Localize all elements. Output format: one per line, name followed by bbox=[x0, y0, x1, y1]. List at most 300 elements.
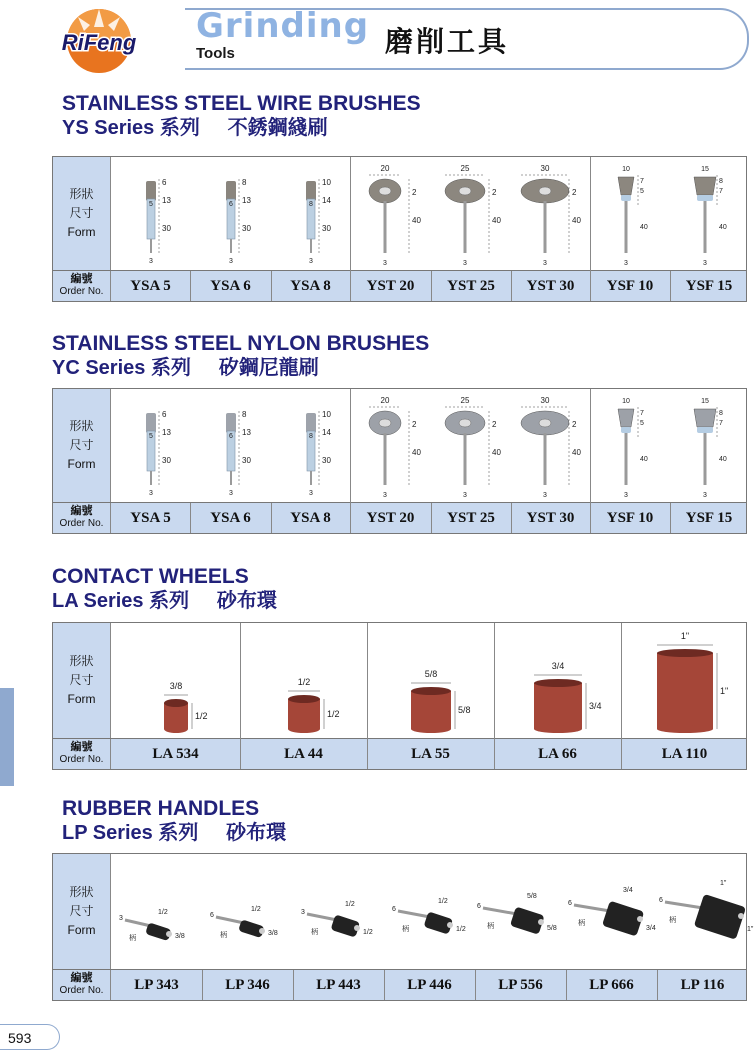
handle-shank bbox=[398, 911, 430, 917]
code-divider bbox=[475, 970, 476, 1000]
diameter-label: 20 bbox=[380, 164, 389, 173]
section-title-nylon: STAINLESS STEEL NYLON BRUSHES YC Series 系列 矽鋼尼龍刷 bbox=[52, 332, 430, 379]
handle-shank bbox=[483, 908, 517, 914]
dimension-label: 40 bbox=[640, 224, 648, 231]
code-divider bbox=[202, 970, 203, 1000]
shank-label: 3 bbox=[301, 909, 305, 916]
dimension-label: 40 bbox=[571, 448, 581, 457]
dimension-label: 7 bbox=[640, 410, 644, 417]
cup-brush-icon bbox=[206, 171, 266, 271]
wheel-hub bbox=[379, 187, 391, 195]
sanding-band-icon bbox=[386, 629, 486, 741]
code-divider bbox=[367, 739, 368, 769]
code-divider bbox=[384, 970, 385, 1000]
rubber-handle-icon bbox=[119, 870, 209, 966]
handle-shank bbox=[307, 914, 337, 920]
order-number-label bbox=[53, 970, 111, 1000]
dimension-label: 8 bbox=[719, 410, 723, 417]
shank-char: 柄 bbox=[578, 920, 585, 927]
code-divider bbox=[590, 271, 591, 301]
handle-shank bbox=[574, 905, 610, 911]
diameter-label: 1/2 bbox=[251, 906, 261, 913]
band-bottom bbox=[534, 725, 582, 733]
dimension-label: 40 bbox=[492, 216, 501, 225]
dimension-label: 30 bbox=[321, 224, 331, 233]
nylon-brushes-table bbox=[52, 388, 747, 534]
group-divider bbox=[367, 623, 368, 741]
band-bottom bbox=[657, 725, 713, 733]
rifeng-logo bbox=[48, 5, 150, 73]
order-code: LP 443 bbox=[316, 977, 361, 993]
end-brush-icon bbox=[602, 393, 666, 501]
code-divider bbox=[590, 503, 591, 533]
order-code: LA 110 bbox=[661, 746, 708, 762]
shank-label: 3 bbox=[463, 260, 467, 267]
height-label: 3/4 bbox=[588, 701, 602, 711]
order-code: YST 20 bbox=[366, 278, 415, 294]
dimension-label: 30 bbox=[161, 456, 171, 465]
dimension-label: 7 bbox=[719, 188, 723, 195]
form-label-shape: 形狀 bbox=[69, 187, 94, 201]
drum-screw bbox=[166, 931, 172, 937]
order-code: LP 666 bbox=[589, 977, 634, 993]
dimension-label: 5 bbox=[640, 420, 644, 427]
height-label: 1" bbox=[719, 686, 728, 696]
bristle-cup bbox=[618, 409, 634, 427]
shank-char: 柄 bbox=[220, 932, 227, 939]
order-number-label bbox=[53, 503, 111, 533]
code-divider bbox=[240, 739, 241, 769]
order-code: YSF 10 bbox=[606, 278, 654, 294]
order-code: LP 446 bbox=[407, 977, 452, 993]
handle-shank bbox=[125, 920, 151, 926]
brush-shank bbox=[464, 201, 467, 253]
form-label-form: Form bbox=[67, 692, 96, 706]
order-label-en: Order No. bbox=[59, 286, 104, 297]
dimension-label: 40 bbox=[571, 216, 581, 225]
diameter-label: 5 bbox=[148, 201, 153, 208]
shank-char: 柄 bbox=[487, 923, 494, 930]
bristle-cup bbox=[694, 177, 716, 195]
handle-shank bbox=[665, 902, 703, 908]
diameter-label: 3/8 bbox=[169, 681, 182, 691]
order-label-cn: 編號 bbox=[70, 505, 93, 517]
dimension-label: 30 bbox=[161, 224, 171, 233]
brush-shank bbox=[230, 239, 232, 253]
diameter-label: 10 bbox=[622, 398, 630, 405]
shank-label: 3 bbox=[463, 492, 467, 499]
band-top bbox=[657, 649, 713, 657]
brush-shank bbox=[543, 201, 546, 253]
code-divider bbox=[431, 271, 432, 301]
shank-label: 3 bbox=[308, 490, 313, 497]
wheel-brush-icon bbox=[509, 393, 593, 501]
shank-char: 柄 bbox=[669, 917, 676, 924]
cup-brush-icon bbox=[206, 403, 266, 503]
order-code: YST 20 bbox=[366, 510, 415, 526]
order-label-en: Order No. bbox=[59, 985, 104, 996]
form-label bbox=[53, 854, 111, 972]
drum-screw bbox=[259, 928, 265, 934]
form-label-size: 尺寸 bbox=[69, 904, 94, 918]
form-label-shape: 形狀 bbox=[69, 419, 94, 433]
shank-label: 3 bbox=[308, 258, 313, 265]
bristle-tuft bbox=[226, 413, 236, 433]
shank-label: 3 bbox=[624, 492, 628, 499]
brush-shank bbox=[543, 433, 546, 485]
brush-shank bbox=[150, 471, 152, 485]
page-title-cn: 磨削工具 bbox=[385, 26, 510, 57]
height-label: 1" bbox=[747, 926, 754, 933]
bristle-tuft bbox=[146, 413, 156, 433]
form-label-form: Form bbox=[67, 923, 96, 937]
shank-label: 3 bbox=[624, 260, 628, 267]
drum-screw bbox=[447, 922, 453, 928]
dimension-label: 2 bbox=[571, 420, 576, 429]
brush-shank bbox=[625, 201, 628, 253]
diameter-label: 15 bbox=[701, 166, 709, 173]
wheel-brush-icon bbox=[429, 393, 513, 501]
height-label: 5/8 bbox=[547, 925, 557, 932]
order-code: YSF 10 bbox=[606, 510, 654, 526]
order-code: YSA 5 bbox=[130, 510, 171, 526]
wheel-brush-icon bbox=[349, 393, 433, 501]
code-divider bbox=[431, 503, 432, 533]
form-label-size: 尺寸 bbox=[69, 206, 94, 220]
bristle-tuft bbox=[306, 181, 316, 201]
code-divider bbox=[494, 739, 495, 769]
order-label-en: Order No. bbox=[59, 518, 104, 529]
order-code: LA 44 bbox=[284, 746, 323, 762]
form-label-shape: 形狀 bbox=[69, 654, 94, 668]
diameter-label: 1" bbox=[680, 631, 689, 641]
order-number-row bbox=[53, 969, 746, 1000]
group-divider bbox=[240, 623, 241, 741]
order-code: YSA 5 bbox=[130, 278, 171, 294]
group-divider bbox=[494, 623, 495, 741]
brush-shank bbox=[230, 471, 232, 485]
rubber-handle-icon bbox=[301, 870, 391, 966]
brush-shank bbox=[310, 471, 312, 485]
shank-label: 3 bbox=[703, 492, 707, 499]
bristle-cup bbox=[694, 409, 716, 427]
diameter-label: 10 bbox=[622, 166, 630, 173]
form-label-shape: 形狀 bbox=[69, 885, 94, 899]
order-code: YSA 8 bbox=[290, 278, 331, 294]
page-number: 593 bbox=[0, 1024, 60, 1050]
cup-holder bbox=[697, 427, 713, 433]
code-divider bbox=[293, 970, 294, 1000]
shank-label: 6 bbox=[392, 906, 396, 913]
wheel-hub bbox=[539, 419, 551, 427]
dimension-label: 40 bbox=[411, 448, 421, 457]
rubber-handle-icon bbox=[568, 870, 658, 966]
wire-brushes-table bbox=[52, 156, 747, 302]
end-brush-icon bbox=[681, 161, 745, 269]
shank-label: 3 bbox=[542, 492, 547, 499]
order-label-cn: 編號 bbox=[70, 972, 93, 984]
height-label: 3/4 bbox=[646, 925, 656, 932]
shank-char: 柄 bbox=[311, 929, 318, 936]
order-code: YST 25 bbox=[447, 510, 495, 526]
shank-label: 3 bbox=[148, 258, 153, 265]
shank-label: 3 bbox=[382, 492, 387, 499]
height-label: 1/2 bbox=[363, 929, 373, 936]
order-number-row bbox=[53, 502, 746, 533]
height-label: 5/8 bbox=[457, 705, 471, 715]
order-number-label bbox=[53, 739, 111, 769]
band-top bbox=[411, 687, 451, 695]
page-title: Grinding bbox=[196, 6, 370, 46]
wheel-brush-icon bbox=[429, 161, 513, 269]
code-divider bbox=[657, 970, 658, 1000]
form-label-size: 尺寸 bbox=[69, 673, 94, 687]
height-label: 1/2 bbox=[456, 926, 466, 933]
order-code: YST 25 bbox=[447, 278, 495, 294]
dimension-label: 5 bbox=[640, 188, 644, 195]
brush-shank bbox=[383, 433, 386, 485]
diameter-label: 1/2 bbox=[297, 677, 310, 687]
dimension-label: 7 bbox=[719, 420, 723, 427]
form-label-form: Form bbox=[67, 225, 96, 239]
diameter-label: 1/2 bbox=[345, 901, 355, 908]
order-code: YST 30 bbox=[526, 510, 575, 526]
diameter-label: 5/8 bbox=[424, 669, 437, 679]
dimension-label: 14 bbox=[321, 196, 331, 205]
sanding-band-icon bbox=[513, 629, 613, 741]
dimension-label: 30 bbox=[321, 456, 331, 465]
dimension-label: 2 bbox=[492, 188, 497, 197]
order-label-en: Order No. bbox=[59, 754, 104, 765]
order-code: LA 534 bbox=[152, 746, 199, 762]
end-brush-icon bbox=[681, 393, 745, 501]
diameter-label: 3/4 bbox=[623, 887, 633, 894]
rubber-handle-icon bbox=[477, 870, 567, 966]
band-bottom bbox=[288, 725, 320, 733]
cup-brush-icon bbox=[126, 403, 186, 503]
code-divider bbox=[621, 739, 622, 769]
shank-label: 6 bbox=[659, 897, 663, 904]
shank-char: 柄 bbox=[402, 926, 409, 933]
diameter-label: 5 bbox=[148, 433, 153, 440]
shank-label: 3 bbox=[542, 260, 547, 267]
dimension-label: 40 bbox=[492, 448, 501, 457]
band-bottom bbox=[411, 725, 451, 733]
brush-shank bbox=[310, 239, 312, 253]
code-divider bbox=[190, 271, 191, 301]
shank-label: 6 bbox=[568, 900, 572, 907]
dimension-label: 14 bbox=[321, 428, 331, 437]
order-label-cn: 編號 bbox=[70, 273, 93, 285]
shank-char: 柄 bbox=[129, 935, 136, 942]
band-top bbox=[164, 699, 188, 707]
shank-label: 3 bbox=[119, 915, 123, 922]
rubber-handles-table bbox=[52, 853, 754, 1001]
cup-holder bbox=[621, 427, 631, 433]
dimension-label: 13 bbox=[241, 196, 251, 205]
shank-label: 3 bbox=[703, 260, 707, 267]
band-body bbox=[657, 653, 713, 729]
cup-holder bbox=[621, 195, 631, 201]
page-header bbox=[0, 0, 755, 78]
shank-label: 3 bbox=[382, 260, 387, 267]
group-divider bbox=[621, 623, 622, 741]
code-divider bbox=[350, 503, 351, 533]
code-divider bbox=[511, 271, 512, 301]
rubber-handle-icon bbox=[659, 870, 754, 966]
order-code: LP 116 bbox=[680, 977, 725, 993]
form-label-form: Form bbox=[67, 457, 96, 471]
bristle-cup bbox=[618, 177, 634, 195]
shank-label: 6 bbox=[477, 903, 481, 910]
code-divider bbox=[511, 503, 512, 533]
height-label: 1/2 bbox=[194, 711, 208, 721]
shank-label: 3 bbox=[148, 490, 153, 497]
shank-label: 6 bbox=[210, 912, 214, 919]
sanding-band-icon bbox=[640, 629, 740, 741]
contact-wheels-table bbox=[52, 622, 747, 770]
drum-screw bbox=[354, 925, 360, 931]
code-divider bbox=[566, 970, 567, 1000]
diameter-label: 1/2 bbox=[158, 909, 168, 916]
form-label-size: 尺寸 bbox=[69, 438, 94, 452]
diameter-label: 6 bbox=[228, 433, 233, 440]
brush-shank bbox=[625, 433, 628, 485]
dimension-label: 13 bbox=[241, 428, 251, 437]
diameter-label: 1/2 bbox=[438, 898, 448, 905]
diameter-label: 5/8 bbox=[527, 893, 537, 900]
svg-text:RiFeng: RiFeng bbox=[61, 30, 137, 55]
dimension-label: 2 bbox=[492, 420, 497, 429]
order-number-row bbox=[53, 738, 746, 769]
form-label bbox=[53, 389, 111, 505]
diameter-label: 3/4 bbox=[551, 661, 564, 671]
brush-shank bbox=[704, 433, 707, 485]
band-top bbox=[288, 695, 320, 703]
brush-shank bbox=[704, 201, 707, 253]
dimension-label: 8 bbox=[241, 410, 246, 419]
dimension-label: 2 bbox=[411, 188, 416, 197]
cup-brush-icon bbox=[286, 171, 346, 271]
code-divider bbox=[190, 503, 191, 533]
diameter-label: 25 bbox=[460, 396, 470, 405]
diameter-label: 25 bbox=[460, 164, 470, 173]
form-label bbox=[53, 623, 111, 741]
height-label: 3/8 bbox=[175, 933, 185, 940]
brush-shank bbox=[383, 201, 386, 253]
diameter-label: 30 bbox=[540, 396, 549, 405]
order-code: LA 55 bbox=[411, 746, 450, 762]
wheel-brush-icon bbox=[349, 161, 433, 269]
end-brush-icon bbox=[602, 161, 666, 269]
diameter-label: 8 bbox=[308, 201, 313, 208]
order-number-row bbox=[53, 270, 746, 301]
order-code: YSA 8 bbox=[290, 510, 331, 526]
diameter-label: 30 bbox=[540, 164, 549, 173]
wheel-hub bbox=[459, 419, 471, 427]
dimension-label: 40 bbox=[411, 216, 421, 225]
dimension-label: 2 bbox=[411, 420, 416, 429]
section-title-rubber: RUBBER HANDLES LP Series 系列 砂布環 bbox=[62, 797, 287, 844]
shank-label: 3 bbox=[228, 258, 233, 265]
brush-shank bbox=[150, 239, 152, 253]
dimension-label: 10 bbox=[321, 410, 331, 419]
order-code: LP 343 bbox=[134, 977, 179, 993]
band-bottom bbox=[164, 725, 188, 733]
diameter-label: 20 bbox=[380, 396, 389, 405]
side-tab bbox=[0, 688, 14, 786]
order-code: YSF 15 bbox=[685, 510, 733, 526]
drum-screw bbox=[738, 913, 744, 919]
order-number-label bbox=[53, 271, 111, 301]
brush-shank bbox=[464, 433, 467, 485]
band-top bbox=[534, 679, 582, 687]
bristle-tuft bbox=[306, 413, 316, 433]
code-divider bbox=[670, 271, 671, 301]
wheel-hub bbox=[459, 187, 471, 195]
dimension-label: 10 bbox=[321, 178, 331, 187]
dimension-label: 2 bbox=[571, 188, 576, 197]
dimension-label: 7 bbox=[640, 178, 644, 185]
band-body bbox=[411, 691, 451, 729]
order-code: YSA 6 bbox=[210, 278, 251, 294]
wheel-hub bbox=[379, 419, 391, 427]
height-label: 1/2 bbox=[326, 709, 340, 719]
bristle-tuft bbox=[146, 181, 156, 201]
code-divider bbox=[350, 271, 351, 301]
height-label: 3/8 bbox=[268, 930, 278, 937]
page-subtitle: Tools bbox=[196, 45, 235, 62]
order-code: YST 30 bbox=[526, 278, 575, 294]
cup-holder bbox=[697, 195, 713, 201]
cup-brush-icon bbox=[286, 403, 346, 503]
wheel-hub bbox=[539, 187, 551, 195]
wheel-brush-icon bbox=[509, 161, 593, 269]
handle-shank bbox=[216, 917, 244, 923]
code-divider bbox=[670, 503, 671, 533]
code-divider bbox=[271, 271, 272, 301]
dimension-label: 40 bbox=[640, 456, 648, 463]
rubber-handle-icon bbox=[210, 870, 300, 966]
bristle-tuft bbox=[226, 181, 236, 201]
form-label bbox=[53, 157, 111, 273]
dimension-label: 6 bbox=[161, 410, 166, 419]
dimension-label: 13 bbox=[161, 428, 171, 437]
sanding-band-icon bbox=[131, 629, 231, 741]
dimension-label: 6 bbox=[161, 178, 166, 187]
dimension-label: 30 bbox=[241, 224, 251, 233]
dimension-label: 8 bbox=[719, 178, 723, 185]
order-code: LA 66 bbox=[538, 746, 577, 762]
dimension-label: 40 bbox=[719, 224, 727, 231]
drum-screw bbox=[637, 916, 643, 922]
dimension-label: 13 bbox=[161, 196, 171, 205]
order-code: YSA 6 bbox=[210, 510, 251, 526]
dimension-label: 40 bbox=[719, 456, 727, 463]
shank-label: 3 bbox=[228, 490, 233, 497]
drum-screw bbox=[538, 919, 544, 925]
order-code: LP 556 bbox=[498, 977, 543, 993]
order-code: LP 346 bbox=[225, 977, 270, 993]
code-divider bbox=[271, 503, 272, 533]
diameter-label: 8 bbox=[308, 433, 313, 440]
order-code: YSF 15 bbox=[685, 278, 733, 294]
dimension-label: 30 bbox=[241, 456, 251, 465]
order-label-cn: 編號 bbox=[70, 741, 93, 753]
cup-brush-icon bbox=[126, 171, 186, 271]
sanding-band-icon bbox=[259, 629, 359, 741]
section-title-wire: STAINLESS STEEL WIRE BRUSHES YS Series 系列 不銹鋼綫刷 bbox=[62, 92, 421, 139]
